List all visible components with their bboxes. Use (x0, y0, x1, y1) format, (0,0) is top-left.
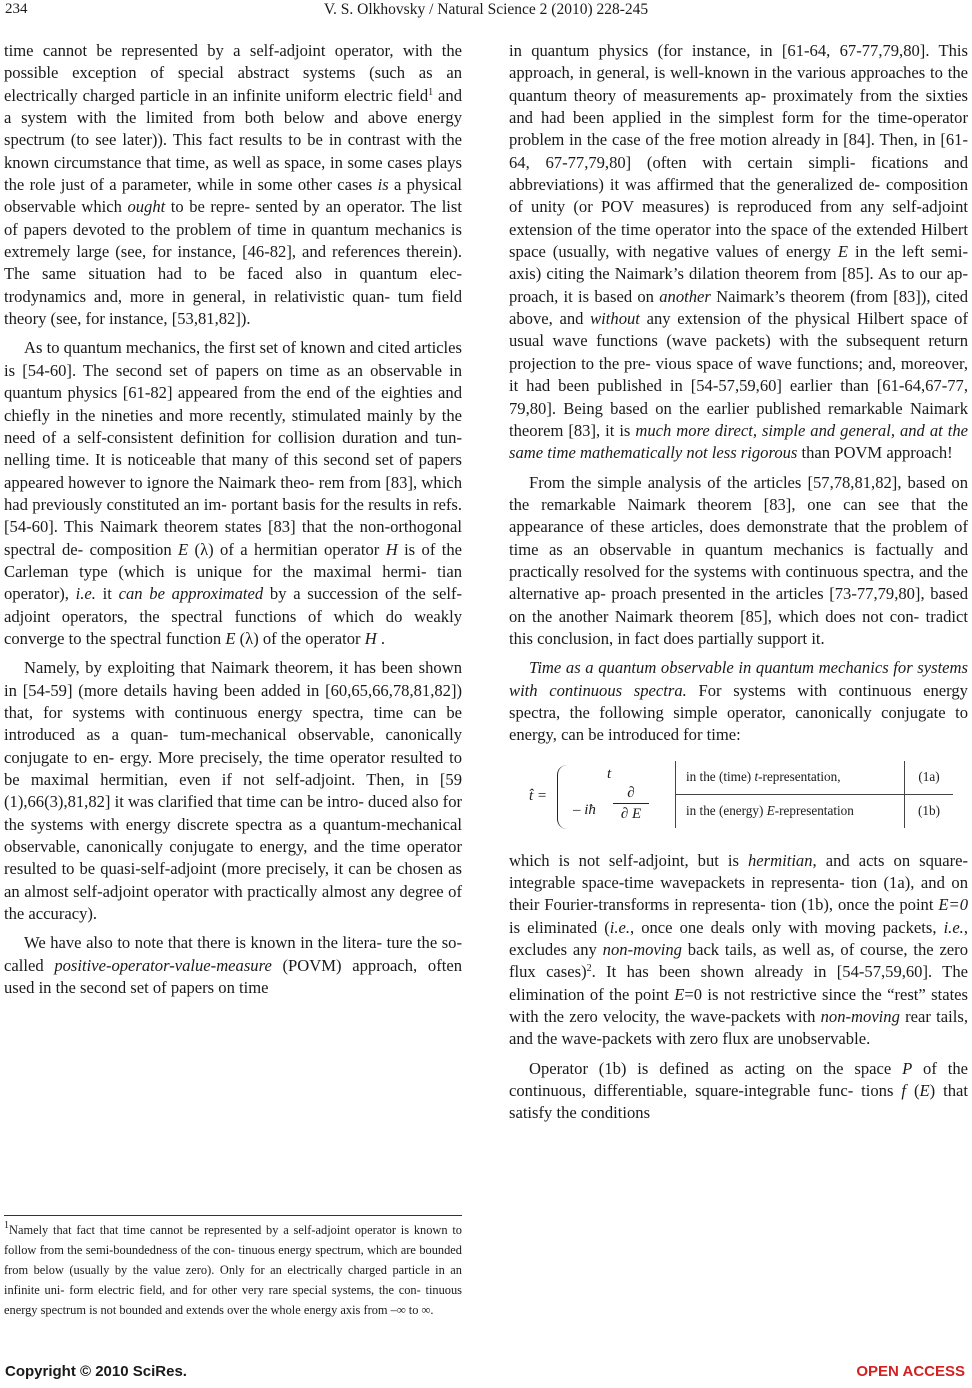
paragraph: Operator (1b) is defined as acting on the space P of the continuous, differentiable, square-integrable func- tions f (E) that satisfy the conditions (509, 1058, 968, 1123)
footnote: $^1$Namely that fact that time cannot be represented by a self-adjoint operator is known to follow from the semi-boundedness of the con- tinuous energy spectrum, which are bounded from below (usually by the value zero). Only for an electrically charged particle in an infinite uni- form electric field, and for other very rare special systems, the con- tinuous energy spectrum is not bounded and extends over the whole energy axis from –∞ to ∞. (4, 1220, 462, 1317)
partial-derivative: ∂ ∂ E (613, 783, 649, 824)
paragraph: As to quantum mechanics, the first set of known and cited articles is [54-60]. The second set of papers on time as an observable in quantum physics [61-82] appeared from the end of the eighties and chiefly in the nineties and more recently, stimulated mainly by the need of a self-consistent definition for collision duration and tun- nelling time. It is noticeable that many of this second set of papers appeared however to ignore the Naimark theo- rem from [83], which had previously constituted an im- portant basis for the results in refs. [54-60]. This Naimark theorem states [83] that the non-orthogonal spectral de- composition E (λ) of a hermitian operator H is of the Carleman type (which is unique for the maximal hermi- tian operator), i.e. it can be approximated by a succession of the self-adjoint operators, the spectral functions of which do weakly converge to the spectral function E (λ) of the operator H . (4, 338, 463, 648)
paragraph: which is not self-adjoint, but is hermitian, and acts on square-integrable space-time wavepackets in representa- tion (1a), and on their Fourier-transforms in representa- tion (1b), once the point E=0 is eliminated (i.e., once one deals only with moving packets, i.e., excludes any non-moving back tails, as well as, of course, the zero flux cases)$^2$. It has been shown already in [54-57,59,60]. The elimination of the point E=0 is not restrictive since the “rest” states with the zero velocity, the wave-packets with non-moving rear tails, and the wave-packets with zero flux are unobservable. (509, 850, 968, 1049)
footnote-marker[interactable]: 2 (586, 963, 592, 975)
equation-label-1a: in the (time) t-representation, (676, 761, 905, 795)
equation-number-1b: (1b) (905, 794, 954, 828)
equation-number-1a: (1a) (905, 761, 954, 795)
left-column (4, 40, 462, 999)
paragraph: Namely, by exploiting that Naimark theorem, it has been shown in [54-59] (more details having been added in [60,65,66,78,81,82]) that, for systems with continuous energy spectra, time can be introduced as a quan- tum-mechanical observable, canonically conjugate to en- ergy. More precisely, the time operator resulted to be maximal hermitian, even if not self-adjoint. Then, in [59 (1),66(3),81,82] it was clarified that time can be intro- duced also for the systems with energy discrete spectra as a quantum-mechanical observable, canonically conjugate to energy, and the time operator resulted to be quasi-self-adjoint (more precisely, it can be chosen as an almost self-adjoint operator with practically almost any degree of the accuracy). (4, 658, 463, 924)
equation-labels (675, 761, 953, 828)
running-head: V. S. Olkhovsky / Natural Science 2 (2010) 228-245 (323, 1, 649, 18)
page-number: 234 (5, 1, 28, 17)
left-brace (557, 765, 568, 829)
equation-ih: – iħ (573, 801, 596, 818)
right-column (509, 40, 968, 1125)
open-access-badge: OPEN ACCESS (856, 1363, 965, 1380)
paragraph: time cannot be represented by a self-adjoint operator, with the possible exception of special abstract systems (such as an electrically charged particle in an infinite uniform electric field$^1$ and a system with the limited from both below and above energy spectrum (to see later)). This fact results to be in contrast with the known circumstance that time, as well as space, in some cases plays the role just of a parameter, while in some other cases is a physical observable which ought to be repre- sented by an operator. The list of papers devoted to the problem of time in quantum mechanics is extremely large (see, for instance, [46-82], and references therein). The same situation had to be faced also in quantum elec- trodynamics and, more in general, in relativistic quan- tum field theory (see, for instance, [53,81,82]). (4, 41, 463, 329)
section-heading: Time as a quantum observable in quantum mechanics for systems with continuous spectra. (509, 658, 968, 700)
footnote-divider (4, 1215, 462, 1216)
equation-label-1b: in the (energy) E-representation (676, 794, 905, 828)
paragraph: We have also to note that there is known in the litera- ture the so-called positive-operator-value-measure (POVM) approach, often used in the second set of papers on time (4, 933, 462, 998)
equation-t: t (607, 765, 612, 782)
copyright-notice: Copyright © 2010 SciRes. (5, 1363, 187, 1380)
equation-lhs: t̂ = (529, 787, 548, 804)
paragraph: in quantum physics (for instance, in [61-64, 67-77,79,80]. This approach, in general, is well-known in the various approaches to the quantum theory of measurements ap- proximately from the sixties and had been applied in the simplest form for the time-operator problem in the case of the free motion already in [84]. Then, in [61-64, 67-77,79,80] (often with certain simpli- fications and abbreviations) it was affirmed that the generalized de- composition of unity (or POV measures) is reproduced from any self-adjoint extension of the time operator into the space of the extended Hilbert space (usually, with negative values of energy E in the left semi-axis) citing the Naimark’s dilation theorem from [85]. As to our ap- proach, it is based on another Naimark’s theorem (from [83]), cited above, and without any extension of the physical Hilbert space of usual wave functions (wave packets) with the subsequent return projection to the pre- vious space of wave functions; and, moreover, it had been published in [54-57,59,60] earlier than [61-64,67-77, 79,80]. Being based on the earlier published remarkable Naimark theorem [83], it is much more direct, simple and general, and at the same time mathematically not less rigorous than POVM approach! (509, 41, 969, 463)
footnote-marker[interactable]: 1 (428, 86, 434, 98)
time-operator-equation (509, 761, 968, 836)
paragraph: From the simple analysis of the articles [57,78,81,82], based on the remarkable Naimark theorem [83], one can see that the appearance of these articles, does demonstrate that the problem of time as an observable in quantum mechanics is factually and practically resolved for the systems with continuous spectra, and the alternative ap- proach presented in the articles [73-77,79,80], based on the another Naimark theorem [85], which does not con- tradict this conclusion, in fact does partially support it. (509, 472, 968, 648)
paragraph: Time as a quantum observable in quantum mechanics for systems with continuous spectra. For systems with continuous energy spectra, the following simple operator, canonically conjugate to energy, can be introduced for time: (509, 658, 968, 745)
